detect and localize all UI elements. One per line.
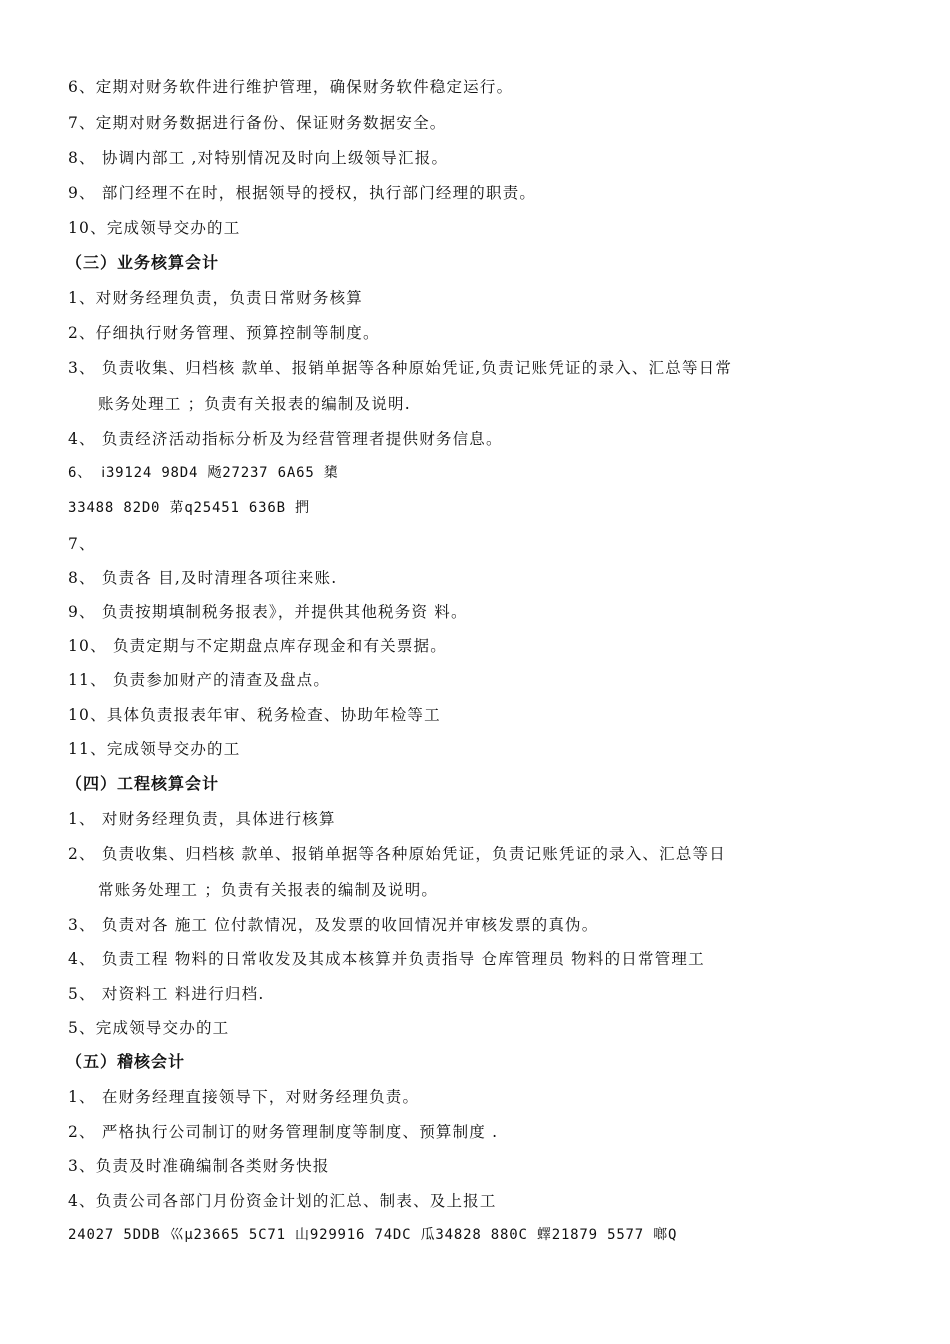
section-heading-audit-accounting: （五）稽核会计 bbox=[66, 1052, 186, 1071]
garbled-code-line: 33488 82D0 苐q25451 636B 捫 bbox=[68, 500, 310, 516]
duty-item: 2、 严格执行公司制订的财务管理制度等制度、预算制度 . bbox=[68, 1123, 499, 1141]
duty-item: 10、完成领导交办的工 bbox=[68, 219, 241, 237]
duty-item: 10、具体负责报表年审、税务检查、协助年检等工 bbox=[68, 706, 441, 724]
duty-item: 9、 负责按期填制税务报表》，并提供其他税务资 料。 bbox=[68, 603, 468, 621]
duty-item: 11、 负责参加财产的清查及盘点。 bbox=[68, 671, 331, 689]
garbled-code-line: 24027 5DDB 巛μ23665 5C71 山929916 74DC 瓜34828 880C 蠌21879 5577 啷Q bbox=[68, 1227, 678, 1243]
duty-item: 4、 负责工程 物料的日常收发及其成本核算并负责指导 仓库管理员 物料的日常管理工 bbox=[68, 950, 705, 968]
duty-item: 1、对财务经理负责，负责日常财务核算 bbox=[68, 289, 363, 307]
duty-item: 9、 部门经理不在时，根据领导的授权，执行部门经理的职责。 bbox=[68, 184, 537, 202]
duty-item-continuation: 常账务处理工 ；负责有关报表的编制及说明。 bbox=[98, 881, 439, 899]
section-heading-business-accounting: （三）业务核算会计 bbox=[66, 253, 220, 272]
duty-item: 5、完成领导交办的工 bbox=[68, 1019, 230, 1037]
duty-item: 4、 负责经济活动指标分析及为经营管理者提供财务信息。 bbox=[68, 430, 503, 448]
duty-item: 10、 负责定期与不定期盘点库存现金和有关票据。 bbox=[68, 637, 447, 655]
duty-item: 8、 协调内部工 ,对特别情况及时向上级领导汇报。 bbox=[68, 149, 449, 167]
duty-item: 8、 负责各 目,及时清理各项往来账. bbox=[68, 569, 338, 587]
duty-item-continuation: 账务处理工 ；负责有关报表的编制及说明. bbox=[98, 395, 411, 413]
duty-item: 1、 在财务经理直接领导下，对财务经理负责。 bbox=[68, 1088, 420, 1106]
garbled-code-line: 6、 ⅰ39124 98D4 飏27237 6A65 橥 bbox=[68, 465, 339, 481]
duty-item: 7、定期对财务数据进行备份、保证财务数据安全。 bbox=[68, 114, 447, 132]
duty-item: 5、 对资料工 料进行归档. bbox=[68, 985, 265, 1003]
duty-item: 3、负责及时准确编制各类财务快报 bbox=[68, 1157, 330, 1175]
duty-item: 4、负责公司各部门月份资金计划的汇总、制表、及上报工 bbox=[68, 1192, 497, 1210]
duty-item: 3、 负责对各 施工 位付款情况，及发票的收回情况并审核发票的真伪。 bbox=[68, 916, 599, 934]
section-heading-engineering-accounting: （四）工程核算会计 bbox=[66, 774, 220, 793]
duty-item: 6、定期对财务软件进行维护管理，确保财务软件稳定运行。 bbox=[68, 78, 514, 96]
duty-item: 2、仔细执行财务管理、预算控制等制度。 bbox=[68, 324, 380, 342]
duty-item: 1、 对财务经理负责，具体进行核算 bbox=[68, 810, 336, 828]
duty-item: 11、完成领导交办的工 bbox=[68, 740, 241, 758]
duty-item: 3、 负责收集、归档核 款单、报销单据等各种原始凭证,负责记账凭证的录入、汇总等日常 bbox=[68, 359, 733, 377]
duty-item: 2、 负责收集、归档核 款单、报销单据等各种原始凭证，负责记账凭证的录入、汇总等日 bbox=[68, 845, 726, 863]
duty-item: 7、 bbox=[68, 535, 96, 553]
